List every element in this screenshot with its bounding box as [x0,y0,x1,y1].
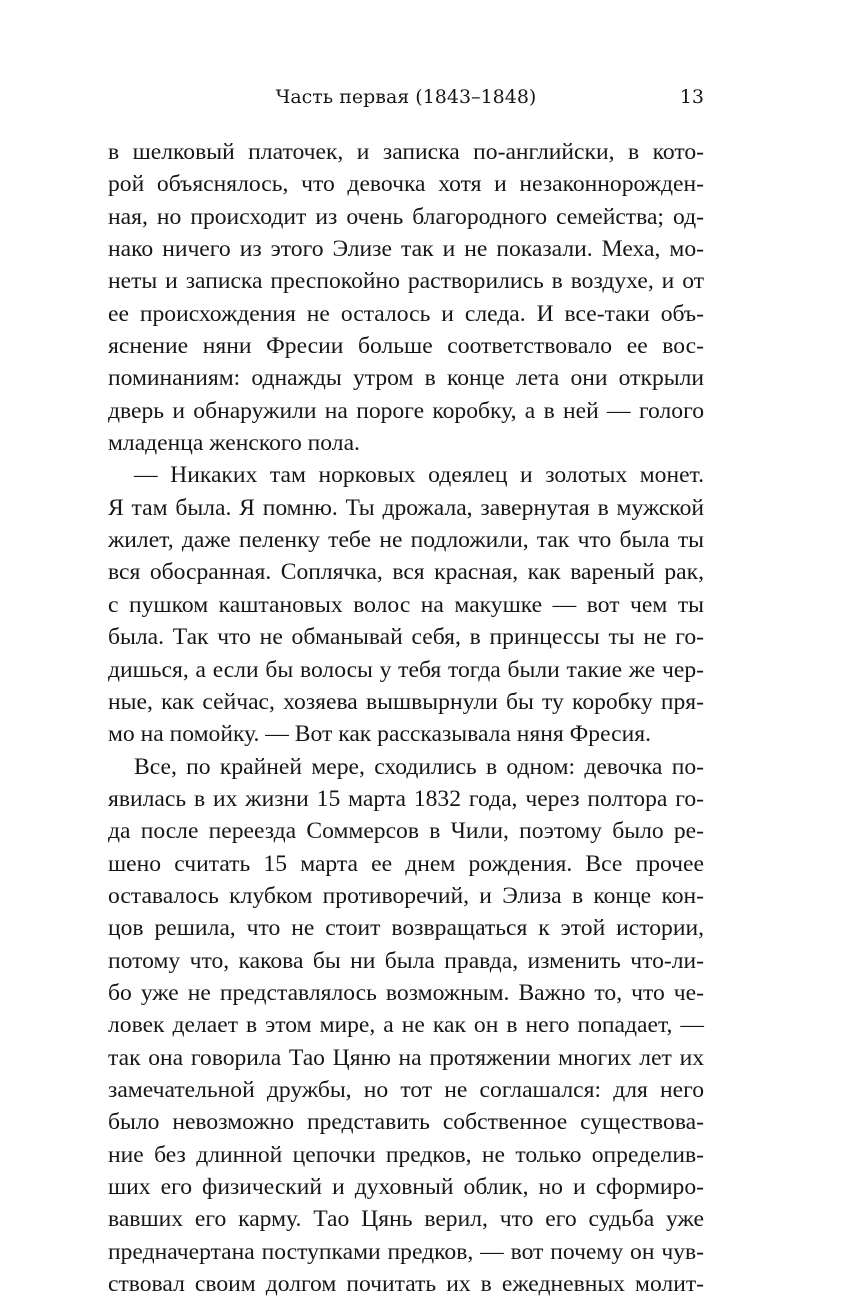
text-line: дверь и обнаружили на пороге коробку, а в ней — голого [108,397,704,424]
text-line: яснение няни Фресии больше соответствовало ее вос- [108,333,704,360]
text-line: замечательной дружбы, но тот не соглашался: для него [108,1076,704,1103]
text-line: жилет, даже пеленку тебе не подложили, так что была ты [108,527,704,554]
text-line: мо на помойку. — Вот как рассказывала няня Фресия. [108,721,651,748]
text-line: цов решила, что не стоит возвращаться к этой истории, [108,915,704,942]
text-line: нако ничего из этого Элизе так и не показали. Меха, мо- [108,236,704,263]
text-line: Я там была. Я помню. Ты дрожала, завернутая в мужской [108,494,704,521]
page-number: 13 [679,86,704,108]
body-text [108,136,704,1300]
text-line: ловек делает в этом мире, а не как он в него попадает, — [108,1012,704,1039]
text-line: в шелковый платочек, и записка по-английски, в кото- [108,139,704,165]
text-line: вавших его карму. Тао Цянь верил, что его судьба уже [108,1206,704,1233]
running-header [108,84,704,112]
text-line: младенца женского пола. [108,430,360,457]
text-line: поминаниям: однажды утром в конце лета они открыли [108,365,704,392]
text-line: ная, но происходит из очень благородного семейства; од- [108,203,704,230]
running-title: Часть первая (1843–1848) [275,86,537,108]
text-line: неты и записка преспокойно растворились в воздухе, и от [108,268,704,295]
text-line: ние без длинной цепочки предков, не только определив- [108,1141,704,1168]
text-line: так она говорила Тао Цяню на протяжении многих лет их [108,1044,704,1071]
text-line: с пушком каштановых волос на макушке — вот чем ты [108,591,704,618]
text-line: дишься, а если бы волосы у тебя тогда были такие же чер- [108,656,704,683]
text-line: да после переезда Соммерсов в Чили, поэтому было ре- [108,818,704,845]
text-line: Все, по крайней мере, сходились в одном: девочка по- [134,753,704,780]
text-line: вся обосранная. Соплячка, вся красная, как вареный рак, [108,559,704,586]
text-line: шено считать 15 марта ее днем рождения. Все прочее [108,850,704,877]
text-line: ные, как сейчас, хозяева вышвырнули бы ту коробку пря- [108,688,704,715]
text-line: ее происхождения не осталось и следа. И все-таки объ- [108,300,704,327]
text-line: — Никаких там норковых одеялец и золотых монет. [134,462,704,489]
text-line: явилась в их жизни 15 марта 1832 года, через полтора го- [108,785,704,812]
text-line: была. Так что не обманывай себя, в принцессы ты не го- [108,624,704,651]
text-line: ствовал своим долгом почитать их в ежедневных молит- [108,1271,704,1298]
text-line: предначертана поступками предков, — вот почему он чув- [108,1238,704,1265]
text-line: рой объяснялось, что девочка хотя и незаконнорожден- [108,171,704,198]
text-line: было невозможно представить собственное существова- [108,1109,704,1136]
text-line: потому что, какова бы ни была правда, изменить что-ли- [108,947,704,974]
text-line: ших его физический и духовный облик, но и сформиро- [108,1174,704,1200]
text-line: оставалось клубком противоречий, и Элиза в конце кон- [108,882,704,909]
text-line: бо уже не представлялось возможным. Важно то, что че- [108,979,704,1006]
